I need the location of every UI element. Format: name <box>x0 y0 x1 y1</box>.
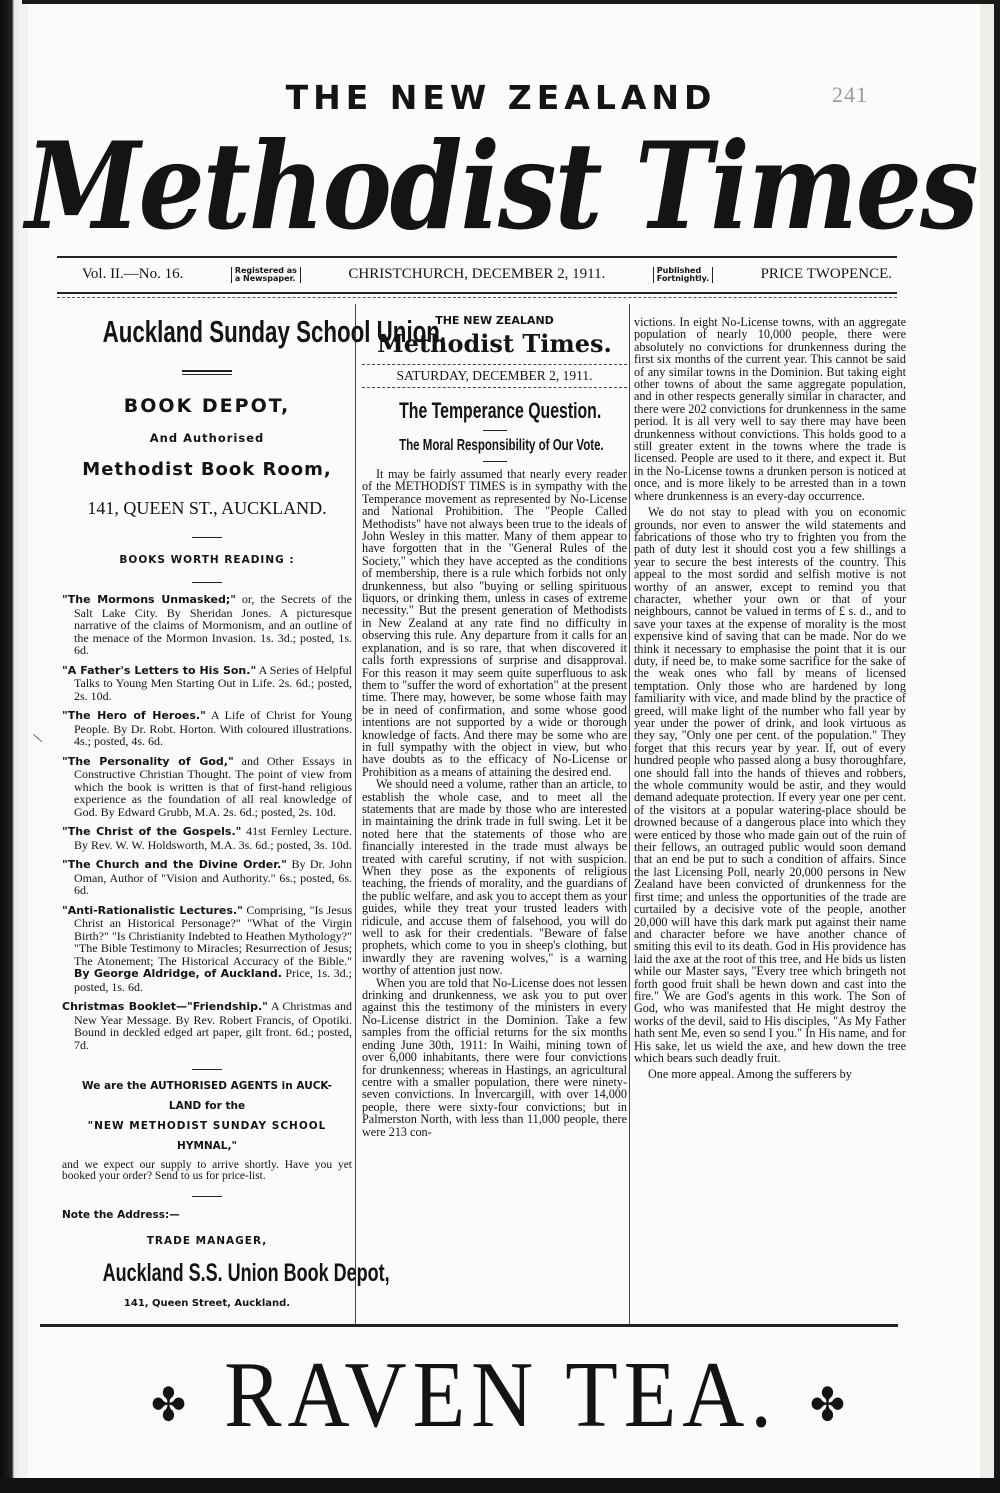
book-listing: "Anti-Rationalistic Lectures." Comprising, "Is Jesus Christ an Historical Personage?" "What of the Virgin Birth?" "Is Christianity Indebted to Heathen Mythology?" "The Bible Testimony to Miracles; Resurrection of Jesus; The Atonement; The Historical Accuracy of the Bible." By George Aldridge, of Auckland. Price, 1s. 3d.; posted, 1s. 6d. <box>62 902 352 994</box>
registered-note: Registered as a Newspaper. <box>231 267 301 283</box>
editorial-date: SATURDAY, DECEMBER 2, 1911. <box>396 368 593 383</box>
masthead-top-line: THE NEW ZEALAND <box>285 78 717 117</box>
divider <box>192 1069 222 1070</box>
book-listing: "The Mormons Unmasked;" or, the Secrets of the Salt Lake City. By Sheridan Jones. A picturesque narrative of the claims of Mormonism, and an outline of the menace of the Mormon Invasion. 1s. 3d.; posted, 1s. 6d. <box>62 592 352 657</box>
dateline <box>82 266 892 283</box>
book-depot-advertisement <box>62 304 447 1309</box>
article-paragraph: We do not stay to plead with you on economic grounds, nor even to answer the wild statements and fabrications of those who try to frighten you from the path of duty lest it should cost you a few shillings a year to secure the best interests of the country. This appeal to the most sordid and selfish motive is not worthy of an answer, except to remind you that character, whether your own or that of your neighbours, cannot be valued in terms of £ s. d., and to save your taxes at the expense of morality is the most expensive kind of saving that can be made. Nor do we think it necessary to emphasise the point that it is our duty, if need be, to make some sacrifice for the sake of the weak ones who fall by means of licensed temptation. Only those who are hardened by long familiarity with vice, and made blind by the practice of greed, will make light of the number who fall year by year under the power of drink, and look virtuous as they say, "Only one per cent. of the population." They forget that this recurs year by year. If, out of every hundred people who passed along a busy thoroughfare, one should fall into the hands of thieves and robbers, the whole community would be astir, and they would demand adequate protection. If every year one per cent. of the visitors at a popular watering-place should be drowned because of a dangerous place into which they were enticed by those who made gain out of the ruin of their fellows, an outraged public would soon demand that an end be put to such a condition of affairs. Since the last Licensing Poll, nearly 20,000 persons in New Zealand have been convicted of drunkenness for the first time; and unless the opportunities of the trade are curtailed by a decisive vote of the people, another 20,000 will have this dark mark put against their name and character before we have another chance of smiting this evil to its death. God in His providence has laid the axe at the root of this tree, and He bids us listen while our Master says, "Every tree which bringeth not forth good fruit shall be hewn down and cast into the fire." We are God's agents in this work. The Son of God, who was manifested that He might destroy the works of the devil, said to His disciples, "As My Father hath sent Me, even so send I you." In His name, and for His sake, let us wield the axe, and hew down the tree which bears such deadly fruit. <box>634 505 906 1065</box>
divider <box>483 461 507 462</box>
page-binding-edge <box>0 0 22 1493</box>
article-paragraph: One more appeal. Among the sufferers by <box>648 1067 852 1082</box>
book-listing: "The Personality of God," and Other Essays in Constructive Christian Thought. The point of view from which the book is written is that of first-hand religious experience as the foundation of all real knowledge of God. By Edward Grubb, M.A. 2s. 6d.; posted, 2s. 10d. <box>62 753 352 819</box>
article-paragraph: It may be fairly assumed that nearly every reader of the METHODIST TIMES is in sympathy with the Temperance movement as represented by No-License and National Prohibition. The "People Called Methodists" have not always been true to the ideals of John Wesley in this matter. Many of them appear to have forgotten that in the "General Rules of the Society," which they have accepted as the conditions of membership, there is a rule which forbids not only drunkenness, but also "buying or selling spirituous liquors, or drinking them, unless in cases of extreme necessity." But the present generation of Methodists in New Zealand at any rate find no difficulty in observing this rule. Any departure from it calls for an explanation, and is so rare, that when discovered it calls forth expressions of surprise and disapproval. For this reason it may seem quite superfluous to ask them to "suffer the word of exhortation" at the present time. There may, however, be some whose faith may be in need of confirmation, and some whose good intentions are not supported by a wide or thorough knowledge of facts. And there may be some who are in full sympathy with the object in view, but who have doubts as to the efficacy of No-License or Prohibition as a means of attaining the desired end. <box>362 467 627 779</box>
masthead-rule-top <box>57 256 897 258</box>
divider <box>192 537 222 538</box>
book-listing: "The Hero of Heroes." A Life of Christ for Young People. By Dr. Robt. Horton. With coloured illustrations. 4s.; posted, 4s. 6d. <box>62 708 352 748</box>
trade-manager: TRADE MANAGER, <box>146 1235 268 1247</box>
editorial-masthead-title: Methodist Times. <box>377 329 612 358</box>
depot-name: Auckland S.S. Union Book Depot, <box>102 1259 390 1287</box>
supply-text: and we expect our supply to arrive shortly. Have you yet booked your order? Send to us for price-list. <box>62 1159 352 1182</box>
price: PRICE TWOPENCE. <box>760 266 892 282</box>
published-note: Published Fortnightly. <box>653 267 713 283</box>
books-heading: BOOKS WORTH READING : <box>119 554 295 566</box>
column-divider-1 <box>355 304 356 1324</box>
pen-mark: \ <box>31 730 45 748</box>
masthead-rule-bottom <box>57 292 897 294</box>
book-depot-title: BOOK DEPOT, <box>123 395 291 417</box>
article-paragraph: When you are told that No-License does not lessen drinking and drunkenness, we ask you to put over against this the testimony of the ministers in every No-License district in the Dominion. Take a few samples from the official returns for the six months ending June 30th, 1911: In Waihi, mining town of over 6,000 inhabitants, there were four convictions for drunkenness; whereas in Hastings, an agricultural centre with a smaller population, there were ninety-seven convictions. In Invercargill, with over 14,000 people, there were sixty-four convictions; but in Palmerston North, with less than 11,000 people, there were 213 con- <box>362 975 627 1139</box>
column-divider-2 <box>629 304 630 1324</box>
editorial-masthead-top: THE NEW ZEALAND <box>435 314 554 327</box>
street-address: 141, Queen Street, Auckland. <box>123 1298 291 1309</box>
hymnal-line: HYMNAL," <box>177 1140 237 1152</box>
divider <box>362 364 627 365</box>
masthead-title: Methodist Times <box>25 115 977 257</box>
ornament-icon: ✤ <box>150 1377 193 1432</box>
book-listing: "A Father's Letters to His Son." A Series of Helpful Talks to Young Men Starting Out in Life. 2s. 6d.; posted, 2s. 10d. <box>62 662 352 703</box>
raven-tea-advertisement <box>22 1339 980 1449</box>
agents-line: LAND for the <box>168 1100 246 1112</box>
place-date: CHRISTCHURCH, DECEMBER 2, 1911. <box>348 266 606 282</box>
masthead-rule-dashed <box>57 297 897 298</box>
scan-bottom-edge <box>0 1478 1000 1493</box>
subheadline: The Moral Responsibility of Our Vote. <box>399 437 604 454</box>
footer-rule <box>40 1324 898 1327</box>
ad-text: RAVEN TEA. <box>224 1341 778 1447</box>
hymnal-line: "NEW METHODIST SUNDAY SCHOOL <box>87 1120 327 1132</box>
and-authorised: And Authorised <box>149 431 265 445</box>
editorial-column <box>362 304 627 1138</box>
divider <box>182 370 232 375</box>
book-listing: "The Church and the Divine Order." By Dr. John Oman, Author of "Vision and Authority." 6s.; posted, 6s. 6d. <box>62 857 352 897</box>
divider <box>192 1196 222 1197</box>
headline: The Temperance Question. <box>399 398 602 423</box>
divider <box>192 582 222 583</box>
depot-address: 141, QUEEN ST., AUCKLAND. <box>87 498 327 518</box>
article-paragraph: We should need a volume, rather than an article, to establish the whole case, and to meet all the statements that are made by those who are interested in maintaining the drink trade in full swing. Let it be noted here that the statements of those who are financially interested in the trade must always be treated with careful scrutiny, if not with suspicion. When they pose as the exponents of religious teaching, the friends of morality, and the guardians of the public welfare, and ask you to accept them as your guides, while they treat your trusted leaders with ridicule, and accuse them of falsehood, you will do well to ask for their credentials. "Beware of false prophets, which come to you in sheep's clothing, but inwardly they are ravening wolves," is a warning worthy of attention just now. <box>362 777 627 978</box>
newspaper-page <box>22 4 994 1479</box>
book-listing: "The Christ of the Gospels." 41st Fernley Lecture. By Rev. W. W. Holdsworth, M.A. 3s. 6d.; posted, 3s. 10d. <box>62 824 352 852</box>
note-address: Note the Address:— <box>62 1209 180 1221</box>
editorial-continued-column <box>634 304 906 1081</box>
divider <box>483 430 507 431</box>
page-number: 241 <box>832 82 868 107</box>
ad-heading: Auckland Sunday School Union. <box>102 314 447 349</box>
agents-line: We are the AUTHORISED AGENTS in AUCK- <box>81 1080 333 1092</box>
divider <box>362 387 627 388</box>
volume-number: Vol. II.—No. 16. <box>82 266 184 282</box>
article-paragraph: victions. In eight No-License towns, with an aggregate population of nearly 10,000 people, there were absolutely no convictions for drunkenness during the first six months of the current year. This cannot be said of any similar towns in the Dominion. But taking eight other towns of about the same aggregate population, and in other respects generally similar in character, and there were 202 convictions for drunkenness in the same period. It is all very well to say there may have been drunkenness without convictions. This holds good to a still greater extent in the towns where the trade is licensed. People are used to it there, and expect it. But in the No-License towns a drunken person is noticed at once, and is more likely to be arrested than in a town where drunkenness is an every-day occurrence. <box>634 315 906 503</box>
book-room-title: Methodist Book Room, <box>82 459 332 480</box>
ornament-icon: ✤ <box>809 1377 852 1432</box>
book-listing: Christmas Booklet—"Friendship." A Christmas and New Year Message. By Rev. Robert Francis, of Opotiki. Bound in deckled edged art paper, gilt front. 6d.; posted, 7d. <box>62 999 352 1052</box>
